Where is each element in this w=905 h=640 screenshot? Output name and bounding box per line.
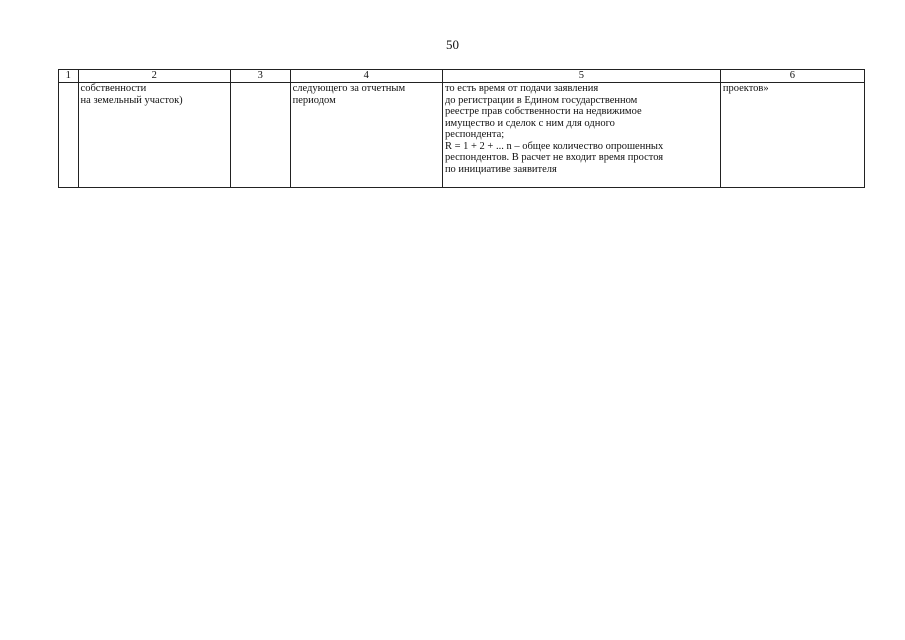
header-cell-6: 6 [720,70,864,83]
page-number: 50 [446,37,459,52]
cell-text-line: периодом [292,94,336,106]
cell-text-line: следующего за отчетным [292,83,406,94]
document-table [58,69,865,188]
header-cell-1: 1 [59,70,79,83]
cell-col-4 [290,83,442,188]
header-cell-2: 2 [78,70,230,83]
cell-text-line: проектов» [722,83,769,94]
cell-text-line: до регистрации в Едином государственном [444,94,638,106]
cell-col-3 [230,83,290,188]
header-cell-3: 3 [230,70,290,83]
cell-col-2 [78,83,230,188]
cell-text-line: на земельный участок) [80,94,183,106]
cell-text-line: по инициативе заявителя [444,163,557,175]
cell-col-1 [59,83,79,188]
cell-text-line: респондентов. В расчет не входит время простоя [444,152,664,163]
header-row [59,70,865,83]
header-cell-5: 5 [442,70,720,83]
cell-text-line: реестре прав собственности на недвижимое [444,106,642,117]
cell-text-line: имущество и сделок с ним для одного [444,117,615,129]
cell-text-line: R = 1 + 2 + ... n – общее количество опрошенных [444,140,664,152]
header-cell-4: 4 [290,70,442,83]
table-row [59,83,865,188]
cell-text-line: то есть время от подачи заявления [444,83,599,94]
cell-text-line: собственности [80,83,147,94]
cell-text-line: респондента; [444,129,505,140]
cell-col-5 [442,83,720,188]
cell-col-6 [720,83,864,188]
